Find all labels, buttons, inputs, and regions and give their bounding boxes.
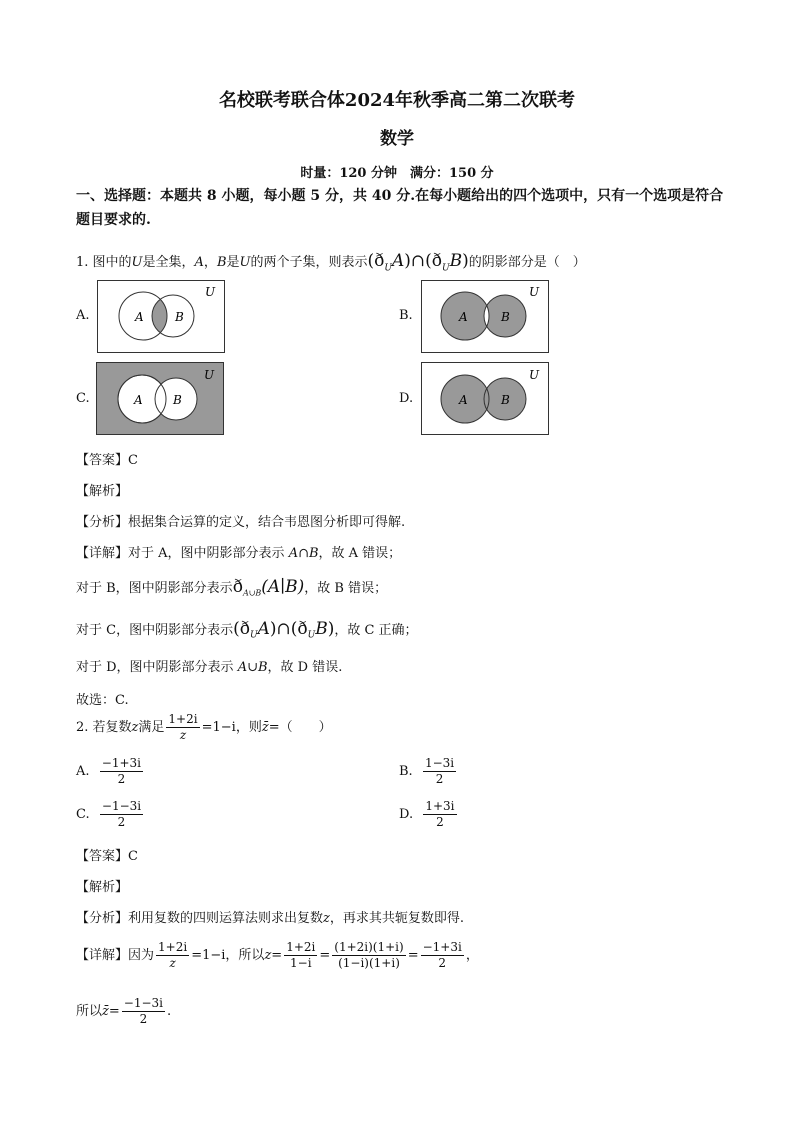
venn-label-b: B — [173, 393, 182, 407]
q2-detail-frac-2: $\frac{1+2i}{1-i}$ — [286, 940, 316, 970]
q2-option-b: B. $\frac{1-3i}{2}$ — [399, 756, 455, 786]
q2-option-c: C. $\frac{-1-3i}{2}$ — [76, 799, 142, 829]
venn-option-a — [97, 280, 225, 354]
q2-detail-frac-1: $\frac{1+2i}{z}$ — [158, 940, 188, 970]
q2-option-a-frac: $\frac{-1+3i}{2}$ — [101, 756, 142, 786]
q2-final-frac: $\frac{-1-3i}{2}$ — [123, 996, 163, 1026]
q2-fraction: $\frac{1+2i}{z}$ — [168, 712, 198, 742]
venn-label-a: A — [459, 393, 468, 407]
q1-option-b-label: B. — [399, 308, 413, 323]
q2-final: 所以z̄= $\frac{-1-3i}{2}$ . — [76, 996, 172, 1026]
q2-fenxi: 【分析】利用复数的四则运算法则求出复数z，再求其共轭复数即得. — [76, 911, 465, 926]
venn-label-a: A — [459, 310, 468, 324]
q2-option-d: D. $\frac{1+3i}{2}$ — [399, 799, 455, 829]
q1-detail-line-4: 对于 D，图中阴影部分表示 A∪B，故 D 错误. — [76, 660, 343, 675]
venn-label-u: U — [204, 368, 215, 382]
q1-fenxi: 【分析】根据集合运算的定义，结合韦恩图分析即可得解. — [76, 515, 406, 530]
q2-detail-frac-4: $\frac{-1+3i}{2}$ — [422, 940, 462, 970]
q2-answer: 【答案】C — [76, 849, 138, 864]
venn-label-b: B — [501, 310, 510, 324]
q2-detail: 【详解】因为 $\frac{1+2i}{z}$ =1−i，所以z= $\frac{1+2i}{1-i}$ = $\frac{(1+2i)(1+i)}{(1-i)(1+i)}$ = $\frac{-1+3i}{2}$ ， — [76, 940, 479, 970]
venn-label-b: B — [501, 393, 510, 407]
q2-option-d-frac: $\frac{1+3i}{2}$ — [425, 799, 455, 829]
venn-label-a: A — [135, 310, 144, 324]
q1-conclusion: 故选：C. — [76, 693, 129, 708]
venn-label-u: U — [529, 368, 540, 382]
q1-answer: 【答案】C — [76, 453, 138, 468]
venn-option-c — [96, 362, 224, 436]
q1-option-a-label: A. — [76, 308, 90, 323]
q1-analysis-tag: 【解析】 — [76, 484, 129, 499]
q1-option-c-label: C. — [76, 391, 90, 406]
q2-analysis-tag: 【解析】 — [76, 880, 129, 895]
venn-label-a: A — [134, 393, 143, 407]
venn-option-d — [421, 362, 549, 436]
venn-label-u: U — [205, 285, 216, 299]
q2-option-b-frac: $\frac{1-3i}{2}$ — [424, 756, 455, 786]
q1-expression: $(ð_UA)\cap(ð_UB)$ — [367, 251, 469, 274]
q1-detail-line-2: 对于 B，图中阴影部分表示$ð_{A\cup B}(A∣B)$，故 B 错误； — [76, 577, 388, 598]
q2-stem: 2. 若复数z满足 $\frac{1+2i}{z}$ =1−i，则z̄=（ ） — [76, 712, 332, 742]
venn-label-b: B — [175, 310, 184, 324]
q1-option-d-label: D. — [399, 391, 414, 406]
q2-detail-frac-3: $\frac{(1+2i)(1+i)}{(1-i)(1+i)}$ — [334, 940, 404, 970]
q1-detail-line-1: 【详解】对于 A，图中阴影部分表示 A∩B，故 A 错误； — [76, 546, 402, 561]
q2-option-a: A. $\frac{-1+3i}{2}$ — [76, 756, 142, 786]
venn-label-u: U — [529, 285, 540, 299]
q2-option-c-frac: $\frac{-1-3i}{2}$ — [101, 799, 142, 829]
paper-title: 名校联考联合体2024年秋季高二第二次联考 — [218, 90, 576, 111]
q1-detail-line-3: 对于 C，图中阴影部分表示$(ð_UA)\cap(ð_UB)$，故 C 正确； — [76, 619, 418, 641]
section-heading: 一、选择题：本题共 8 小题，每小题 5 分，共 40 分.在每小题给出的四个选项中，只有一个选项是符合题目要求的. — [76, 188, 724, 228]
venn-option-b — [421, 280, 549, 354]
subject-title: 数学 — [380, 129, 414, 149]
time-info: 时量：120 分钟 满分：150 分 — [300, 166, 494, 181]
q1-stem: 1. 图中的U是全集，A，B是U的两个子集，则表示$(ð_UA)\cap(ð_UB)$的阴影部分是（ ） — [76, 251, 586, 274]
